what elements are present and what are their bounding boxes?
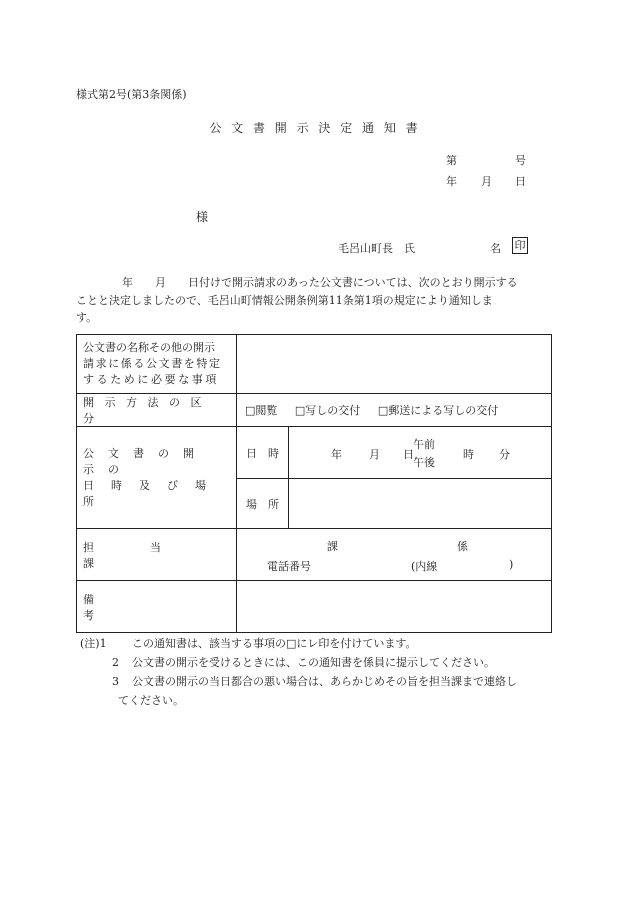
note-2-text: 公文書の開示を受けるときには、この通知書を係員に提示してください。 (132, 656, 495, 669)
phone-label: 電話番号 (267, 560, 311, 573)
datetime-label: 日 時 (237, 427, 289, 479)
option-viewing-checkbox[interactable]: □閲覧 (245, 404, 278, 417)
option-mail-copy-checkbox[interactable]: □郵送による写しの交付 (377, 404, 499, 417)
date-day-label: 日 (515, 175, 526, 188)
date-year-label: 年 (446, 175, 457, 188)
department-label-text: 担当課 (83, 540, 217, 570)
document-title: 公 文 書 開 示 決 定 通 知 書 (209, 121, 421, 135)
datetime-year: 年 (331, 448, 342, 461)
seal-mark: 印 (512, 237, 528, 254)
form-number: 様式第2号(第3条関係) (76, 88, 187, 101)
remarks-label (77, 581, 237, 633)
notes (80, 634, 560, 710)
datetime-value[interactable] (289, 427, 552, 479)
document-name-label (77, 335, 237, 394)
department-subsection: 係 (457, 540, 468, 553)
issuer-title: 毛呂山町長 氏 (338, 242, 415, 255)
remarks-value[interactable] (237, 581, 552, 633)
extension-open: (内線 (411, 560, 438, 573)
document-name-label-line1: 公文書の名称その他の開示 (83, 341, 215, 354)
document-name-label-line2 (83, 356, 230, 372)
document-number-label: 第 (446, 154, 457, 167)
document-name-value[interactable] (237, 335, 552, 394)
remarks-label-text: 備考 (83, 592, 220, 622)
datetime-pm[interactable]: 午後 (413, 456, 435, 469)
datetime-am[interactable]: 午前 (413, 438, 435, 451)
datetime-month: 月 (369, 448, 380, 461)
place-value[interactable] (289, 479, 552, 529)
issuer-name-label: 名 (490, 242, 501, 255)
body-line-2: ことと決定しましたので、毛呂山町情報公開条例第11条第1項の規定により通知しま (76, 293, 493, 307)
note-2 (80, 653, 560, 672)
place-label: 場 所 (237, 479, 289, 529)
document-name-label-line2-text: 請求に係る公文書を特定 (83, 357, 222, 370)
body-line-1: 年 月 日付けで開示請求のあった公文書については、次のとおり開示する (122, 276, 518, 289)
document-number-suffix: 号 (515, 154, 526, 167)
note-3-text-line2: てください。 (118, 694, 184, 707)
note-3 (80, 672, 560, 710)
note-3-number: 3 (112, 675, 119, 688)
row-disclosure-method (77, 394, 552, 427)
option-copy-checkbox[interactable]: □写しの交付 (294, 404, 361, 417)
disclosure-method-label-text: 開示方法の区分 (83, 396, 212, 425)
body-line-3: す。 (76, 311, 98, 324)
extension-close: ) (509, 558, 514, 571)
date-month-label: 月 (481, 175, 492, 188)
document-name-label-line3-text: するために必要な事項 (83, 373, 219, 386)
datetime-hour: 時 (463, 448, 474, 461)
note-3-text-line1: 公文書の開示の当日都合の悪い場合は、あらかじめその旨を担当課まで連絡し (132, 675, 517, 688)
row-document-name (77, 335, 552, 394)
note-2-number: 2 (112, 656, 119, 669)
row-department (77, 529, 552, 581)
department-section: 課 (327, 540, 338, 553)
notice-body (76, 274, 554, 327)
row-datetime (77, 427, 552, 479)
addressee-honorific: 様 (196, 210, 209, 224)
note-1-text: この通知書は、該当する事項の□にレ印を付けています。 (132, 637, 417, 650)
department-value[interactable] (237, 529, 552, 581)
note-1 (80, 634, 560, 653)
datetime-minute: 分 (499, 448, 510, 461)
document-name-label-line3 (83, 372, 230, 388)
datetime-place-label-line1: 公文書の開示の (83, 446, 208, 476)
department-label (77, 529, 237, 581)
datetime-place-label (77, 427, 237, 529)
disclosure-method-label (77, 394, 237, 427)
disclosure-form-table (76, 334, 552, 633)
datetime-day: 日 (403, 448, 414, 461)
notes-lead: (注)1 (80, 637, 107, 650)
disclosure-method-options (237, 394, 552, 427)
row-remarks (77, 581, 552, 633)
datetime-place-label-line2: 日時及び場所 (83, 478, 223, 508)
